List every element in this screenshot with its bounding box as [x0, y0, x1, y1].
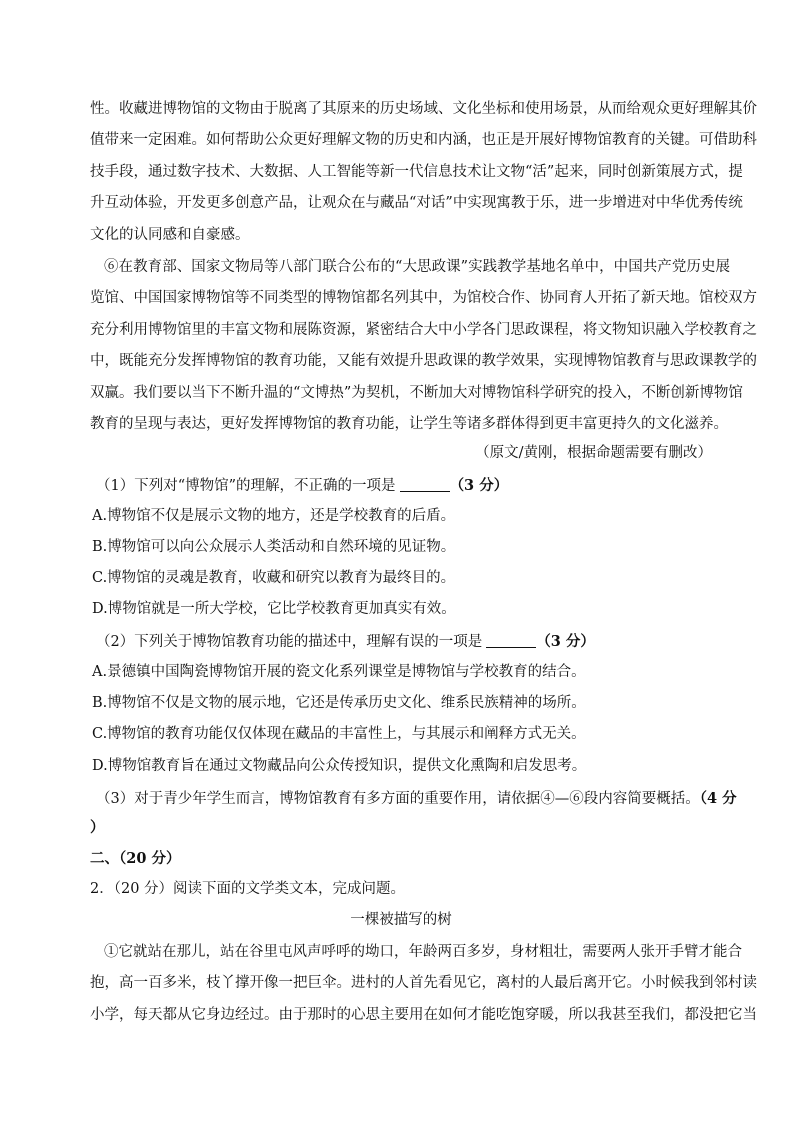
question-1-option-b: B.博物馆可以向公众展示人类活动和自然环境的见证物。: [92, 539, 456, 555]
section-heading: 二、（20 分）: [90, 850, 181, 867]
question-2-option-a: A.景德镇中国陶瓷博物馆开展的瓷文化系列课堂是博物馆与学校教育的结合。: [92, 664, 586, 680]
answer-blank[interactable]: [486, 631, 536, 648]
source-note: （原文/黄刚，根据命题需要有删改）: [475, 445, 712, 461]
story-line: 小学，每天都从它身边经过。由于那时的心思主要用在如何才能吃饱穿暖，所以我甚至我们，都没把它当: [90, 1007, 757, 1023]
passage-line: 值带来一定困难。如何帮助公众更好理解文物的历史和内涵，也正是开展好博物馆教育的关键。可借助科: [90, 132, 757, 148]
question-3-score: （4 分: [699, 790, 737, 807]
passage-line: 性。收藏进博物馆的文物由于脱离了其原来的历史场域、文化坐标和使用场景，从而给观众更好理解其价: [90, 101, 757, 117]
question-2-option-b: B.博物馆不仅是文物的展示地，它还是传承历史文化、维系民族精神的场所。: [92, 695, 586, 711]
question-2-option-d: D.博物馆教育旨在通过文物藏品向公众传授知识，提供文化熏陶和启发思考。: [92, 758, 587, 774]
passage-paragraph-6-start: ⑥在教育部、国家文物局等八部门联合公布的“大思政课”实践教学基地名单中，中国共产党历史展: [104, 259, 730, 275]
question-1-option-a: A.博物馆不仅是展示文物的地方，还是学校教育的后盾。: [92, 508, 456, 524]
question-2-stem: （2）下列关于博物馆教育功能的描述中，理解有误的一项是: [96, 634, 483, 650]
passage-line: 中，既能充分发挥博物馆的教育功能，又能有效提升思政课的教学效果，实现博物馆教育与思政课教学的: [90, 353, 757, 369]
passage-line: 技手段，通过数字技术、大数据、人工智能等新一代信息技术让文物“活”起来，同时创新策展方式，提: [90, 164, 743, 180]
question-2-option-c: C.博物馆的教育功能仅仅体现在藏品的丰富性上，与其展示和阐释方式无关。: [92, 726, 586, 742]
passage-line: 览馆、中国国家博物馆等不同类型的博物馆都名列其中，为馆校合作、协同育人开拓了新天地。馆校双方: [90, 290, 757, 306]
story-title: 一棵被描写的树: [350, 912, 452, 928]
question-2-score: （3 分）: [536, 633, 595, 650]
answer-blank[interactable]: [400, 475, 450, 492]
passage-line: 双赢。我们要以当下不断升温的“文博热”为契机，不断加大对博物馆科学研究的投入，不断创新博物馆: [90, 385, 743, 401]
question-1-option-c: C.博物馆的灵魂是教育，收藏和研究以教育为最终目的。: [92, 570, 456, 586]
question-3-stem: （3）对于青少年学生而言，博物馆教育有多方面的重要作用，请依据④—⑥段内容简要概括。: [96, 791, 700, 807]
section-instruction: 2．（20 分）阅读下面的文学类文本，完成问题。: [90, 881, 406, 897]
question-3: [96, 783, 737, 814]
passage-line: 教育的呈现与表达，更好发挥博物馆的教育功能，让学生等诸多群体得到更丰富更持久的文化滋养。: [90, 416, 728, 432]
question-1-score: （3 分）: [449, 477, 509, 494]
passage-line: 文化的认同感和自豪感。: [90, 227, 250, 243]
passage-line: 充分利用博物馆里的丰富文物和展陈资源，紧密结合大中小学各门思政课程，将文物知识融入学校教育之: [90, 322, 757, 338]
story-line: ①它就站在那儿，站在谷里屯风声呼呼的坳口，年龄两百多岁，身材粗壮，需要两人张开手臂才能合: [104, 944, 742, 960]
question-3-score-close: ）: [90, 819, 105, 836]
question-1: [96, 470, 736, 501]
question-2: [96, 626, 736, 657]
passage-line: 升互动体验，开发更多创意产品，让观众在与藏品“对话”中实现寓教于乐，进一步增进对中华优秀传统: [90, 195, 743, 211]
question-1-option-d: D.博物馆就是一所大学校，它比学校教育更加真实有效。: [92, 601, 456, 617]
question-1-stem: （1）下列对“博物馆”的理解，不正确的一项是: [96, 478, 396, 494]
story-line: 抱，高一百多米，枝丫撑开像一把巨伞。进村的人首先看见它，离村的人最后离开它。小时候我到邻村读: [90, 975, 757, 991]
